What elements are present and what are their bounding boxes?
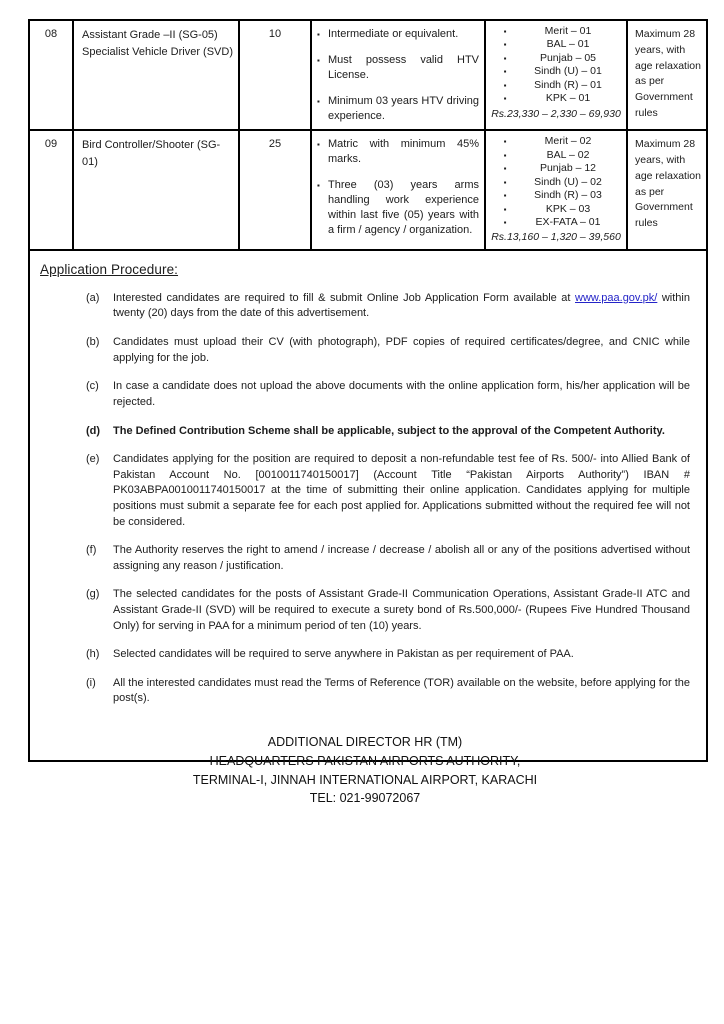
item-letter: (f) xyxy=(86,544,97,557)
quota-line xyxy=(490,135,622,148)
quota-line xyxy=(490,25,622,38)
item-text: In case a candidate does not upload the above documents with the online application form, his/her application will be rejected. xyxy=(113,380,690,408)
square-bullet-icon: ▪ xyxy=(503,218,507,227)
quota-line xyxy=(490,176,622,189)
requirement-item xyxy=(317,137,479,167)
jobs-table xyxy=(30,21,706,251)
position-cell xyxy=(74,21,240,131)
quota-line xyxy=(490,149,622,162)
quota-text: Sindh (R) – 01 xyxy=(534,78,602,91)
item-text: The Authority reserves the right to amend / increase / decrease / abolish all or any of the positions advertised without assigning any reason / justification. xyxy=(113,544,690,572)
procedure-item-h xyxy=(86,647,690,663)
procedure-item-a xyxy=(86,291,690,322)
item-letter: (e) xyxy=(86,453,100,466)
item-text: Selected candidates will be required to serve anywhere in Pakistan as per requirement of PAA. xyxy=(113,648,574,661)
quota-line xyxy=(490,216,622,229)
quota-line xyxy=(490,162,622,175)
item-text-before-link: Interested candidates are required to fill & submit Online Job Application Form available at xyxy=(113,291,575,304)
item-text: All the interested candidates must read the Terms of Reference (TOR) available on the website, before applying for the post(s). xyxy=(113,676,690,705)
pay-scale: Rs.13,160 – 1,320 – 39,560 xyxy=(491,231,621,244)
quota-line xyxy=(490,203,622,216)
quota-text: Sindh (U) – 01 xyxy=(534,65,602,78)
quota-cell xyxy=(486,21,628,131)
square-bullet-icon: ▪ xyxy=(503,150,507,160)
quota-line xyxy=(490,92,622,105)
age-text: Maximum 28 years, with age relaxation as per Government rules xyxy=(635,138,701,230)
quota-text: BAL – 02 xyxy=(546,148,590,161)
position-cell xyxy=(74,131,240,251)
requirement-text: Three (03) years arms handling work experience within last five (05) years with a firm / agency / organization. xyxy=(328,179,479,236)
item-text xyxy=(113,291,690,322)
square-bullet-icon: ▪ xyxy=(503,137,507,147)
requirement-item xyxy=(317,53,479,83)
position-title: Assistant Grade –II (SG-05) Specialist Vehicle Driver (SVD) xyxy=(82,29,233,59)
item-letter: (b) xyxy=(86,336,100,349)
square-bullet-icon: ▪ xyxy=(317,56,320,65)
quota-line xyxy=(490,79,622,92)
square-bullet-icon: ▪ xyxy=(503,67,507,77)
quota-text: Punjab – 05 xyxy=(539,51,597,64)
procedure-item-g xyxy=(86,587,690,634)
quota-cell xyxy=(486,131,628,251)
age-cell xyxy=(628,21,706,131)
application-procedure-section xyxy=(30,251,706,808)
square-bullet-icon: ▪ xyxy=(503,177,507,187)
procedure-item-b xyxy=(86,335,690,366)
paa-website-link[interactable]: www.paa.gov.pk/ xyxy=(575,291,658,304)
age-text: Maximum 28 years, with age relaxation as per Government rules xyxy=(635,28,701,119)
item-letter: (d) xyxy=(86,424,101,437)
footer-line-address: TERMINAL-I, JINNAH INTERNATIONAL AIRPORT, KARACHI xyxy=(192,772,538,787)
requirement-text: Minimum 03 years HTV driving experience. xyxy=(328,94,479,122)
quota-line xyxy=(490,189,622,202)
square-bullet-icon: ▪ xyxy=(503,40,507,50)
quota-text: Sindh (R) – 03 xyxy=(534,189,602,202)
quota-text: Merit – 02 xyxy=(544,135,592,148)
procedure-item-d xyxy=(86,424,690,440)
posts-cell xyxy=(240,131,312,251)
sr-cell xyxy=(30,21,74,131)
section-heading: Application Procedure: xyxy=(40,261,179,277)
requirements-cell xyxy=(312,21,486,131)
quota-text: KPK – 01 xyxy=(545,92,591,105)
requirement-item xyxy=(317,178,479,237)
procedure-item-c xyxy=(86,379,690,410)
item-text: The Defined Contribution Scheme shall be applicable, subject to the approval of the Competent Authority. xyxy=(113,424,665,437)
square-bullet-icon: ▪ xyxy=(317,140,320,150)
square-bullet-icon: ▪ xyxy=(317,96,320,106)
item-text: The selected candidates for the posts of Assistant Grade-II Communication Operations, Assistant Grade-II ATC and Assistant Grade-II (SVD) will be required to execute a surety bond of Rs.500,000/- (Rupees Five Hundred Thousand Only) for serving in PAA for a minimum period of ten (10) years. xyxy=(113,588,690,632)
square-bullet-icon: ▪ xyxy=(503,27,507,36)
requirement-item xyxy=(317,94,479,124)
footer-line-director: ADDITIONAL DIRECTOR HR (TM) xyxy=(267,735,463,750)
requirements-cell xyxy=(312,131,486,251)
position-title: Bird Controller/Shooter (SG-01) xyxy=(82,139,221,169)
square-bullet-icon: ▪ xyxy=(317,30,320,39)
requirement-text: Must possess valid HTV License. xyxy=(328,54,479,81)
square-bullet-icon: ▪ xyxy=(503,94,507,104)
square-bullet-icon: ▪ xyxy=(503,53,507,63)
item-text-after-link: within twenty (20) days from the date of this advertisement. xyxy=(113,291,690,320)
square-bullet-icon: ▪ xyxy=(317,181,320,191)
sr-number: 08 xyxy=(44,28,58,40)
requirement-item xyxy=(317,27,479,42)
procedure-item-i xyxy=(86,676,690,707)
posts-count: 25 xyxy=(268,138,282,151)
quota-line xyxy=(490,38,622,51)
procedure-item-f xyxy=(86,543,690,574)
square-bullet-icon: ▪ xyxy=(503,80,507,90)
quota-text: Merit – 01 xyxy=(544,25,592,37)
requirement-text: Intermediate or equivalent. xyxy=(328,28,459,40)
posts-cell xyxy=(240,21,312,131)
sr-cell xyxy=(30,131,74,251)
procedure-items xyxy=(40,291,690,707)
quota-line xyxy=(490,65,622,78)
item-text: Candidates must upload their CV (with photograph), PDF copies of required certificates/degree, and CNIC while applying for the job. xyxy=(113,336,690,364)
pay-scale: Rs.23,330 – 2,330 – 69,930 xyxy=(491,107,621,120)
quota-text: Punjab – 12 xyxy=(539,162,597,175)
quota-text: BAL – 01 xyxy=(546,38,590,51)
footer-line-phone: TEL: 021-99072067 xyxy=(309,791,421,806)
advertisement-box xyxy=(28,19,708,806)
item-letter: (h) xyxy=(86,648,100,661)
item-text: Candidates applying for the position are required to deposit a non-refundable test fee of Rs. 500/- into Allied Bank of Pakistan Account No. [0010011740150017] (Account Title “Pakistan Airports Authority”) IBAN # PK03ABPA0010011740150017 at the time of submitting their online application. Candidates applying for multiple positions must submit a separate fee for each post applied for. Applications submitted without the required fee will not be considered. xyxy=(113,453,690,528)
square-bullet-icon: ▪ xyxy=(503,204,507,214)
item-letter: (c) xyxy=(86,380,99,393)
age-cell xyxy=(628,131,706,251)
posts-count: 10 xyxy=(268,28,282,40)
procedure-item-e xyxy=(86,452,690,530)
quota-text: KPK – 03 xyxy=(545,202,591,215)
quota-text: Sindh (U) – 02 xyxy=(534,175,602,188)
item-letter: (g) xyxy=(86,588,100,601)
requirement-text: Matric with minimum 45% marks. xyxy=(328,138,479,166)
signature-block xyxy=(40,733,690,808)
item-letter: (a) xyxy=(86,291,100,304)
quota-line xyxy=(490,52,622,65)
square-bullet-icon: ▪ xyxy=(503,191,507,201)
item-letter: (i) xyxy=(86,676,96,689)
square-bullet-icon: ▪ xyxy=(503,164,507,174)
sr-number: 09 xyxy=(44,138,58,151)
quota-text: EX-FATA – 01 xyxy=(535,216,601,228)
footer-line-headquarters: HEADQUARTERS PAKISTAN AIRPORTS AUTHORITY, xyxy=(209,753,521,768)
